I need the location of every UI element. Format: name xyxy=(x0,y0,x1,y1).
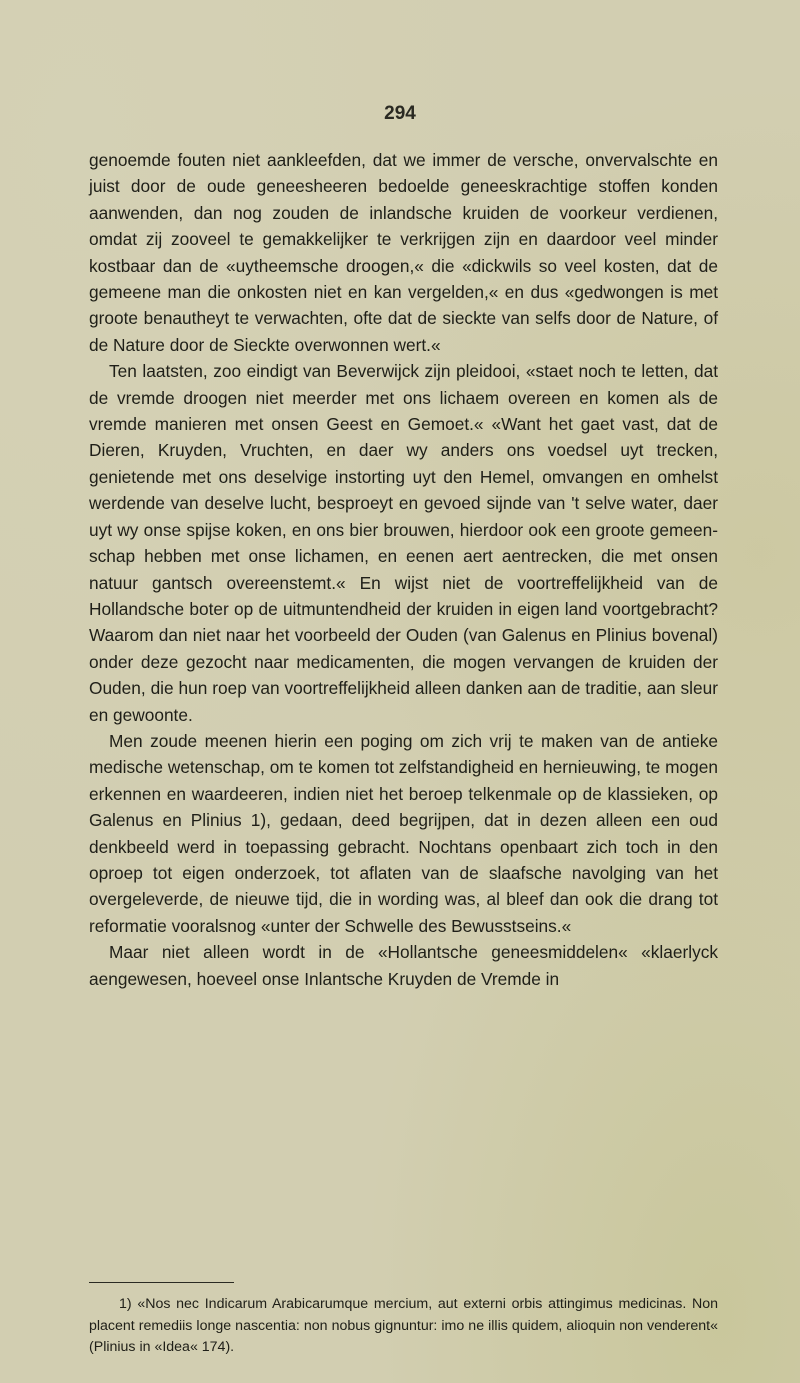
footnote-divider xyxy=(89,1282,234,1283)
footnote: 1) «Nos nec Indicarum Arabicarumque mercium, aut externi orbis attingimus medicinas. Non placent remediis longe nascentia: non nobus gignuntur: imo ne illis quidem, alioquin non venderent« (Plinius in «Idea« 174). xyxy=(89,1296,718,1355)
paragraph-1: genoemde fouten niet aankleefden, dat we immer de versche, onvervalschte en juist door de oude geneesheeren bedoelde geneeskrachtige stoffen konden aanwenden, dan nog zouden de inlandsche kruiden de voorkeur verdienen, omdat zij zooveel te gemakkelijker te verkrijgen zijn en daardoor veel minder kostbaar dan de «uytheemsche droogen,« die «dickwils so veel kosten, dat de gemeene man die onkosten niet en kan vergelden,« en dus «gedwongen is met groote benautheyt te verwachten, ofte dat de sieckte van selfs door de Nature, of de Nature door de Sieckte overwonnen wert.« xyxy=(89,150,718,355)
body-text xyxy=(89,147,718,992)
page-number: 294 xyxy=(384,103,416,124)
paragraph-2: Ten laatsten, zoo eindigt van Beverwijck zijn pleidooi, «staet noch te letten, dat de vremde droogen niet meerder met ons lichaem overeen en komen als de vremde manieren met onsen Geest en Gemoet.« «Want het gaet vast, dat de Dieren, Kruyden, Vruchten, en daer wy anders ons voedsel uyt trecken, genietende met ons deselvige instorting uyt den Hemel, omvangen en omhelst werdende van deselve lucht, besproeyt en gevoed sijnde van 't selve water, daer uyt wy onse spijse koken, en ons bier brouwen, hierdoor ook een groote gemeenschap hebben met onse lichamen, en eenen aert aentrecken, die met onsen natuur gantsch overeenstemt.« En wijst niet de voortreffelijkheid van de Hollandsche boter op de uitmuntendheid der kruiden in eigen land voortgebracht? Waarom dan niet naar het voorbeeld der Ouden (van Galenus en Plinius bovenal) onder deze gezocht naar medicamenten, die mogen vervangen de kruiden der Ouden, die hun roep van voortreffelijkheid alleen danken aan de traditie, aan sleur en gewoonte. xyxy=(89,361,718,725)
paragraph-4: Maar niet alleen wordt in de «Hollantsche geneesmiddelen« «klaerlyck aengewesen, hoeveel onse Inlantsche Kruyden de Vremde in xyxy=(89,942,718,989)
paragraph-3: Men zoude meenen hierin een poging om zich vrij te maken van de antieke medische wetenschap, om te komen tot zelfstandigheid en hernieuwing, te mogen erkennen en waardeeren, indien niet het beroep telkenmale op de klassieken, op Galenus en Plinius 1), gedaan, deed begrijpen, dat in dezen alleen een oud denkbeeld werd in toepassing gebracht. Nochtans openbaart zich toch in den oproep tot eigen onderzoek, tot aflaten van de slaafsche navolging van het overgeleverde, de nieuwe tijd, die in wording was, al bleef dan ook die drang tot reformatie vooralsnog «unter der Schwelle des Bewusstseins.« xyxy=(89,730,718,936)
